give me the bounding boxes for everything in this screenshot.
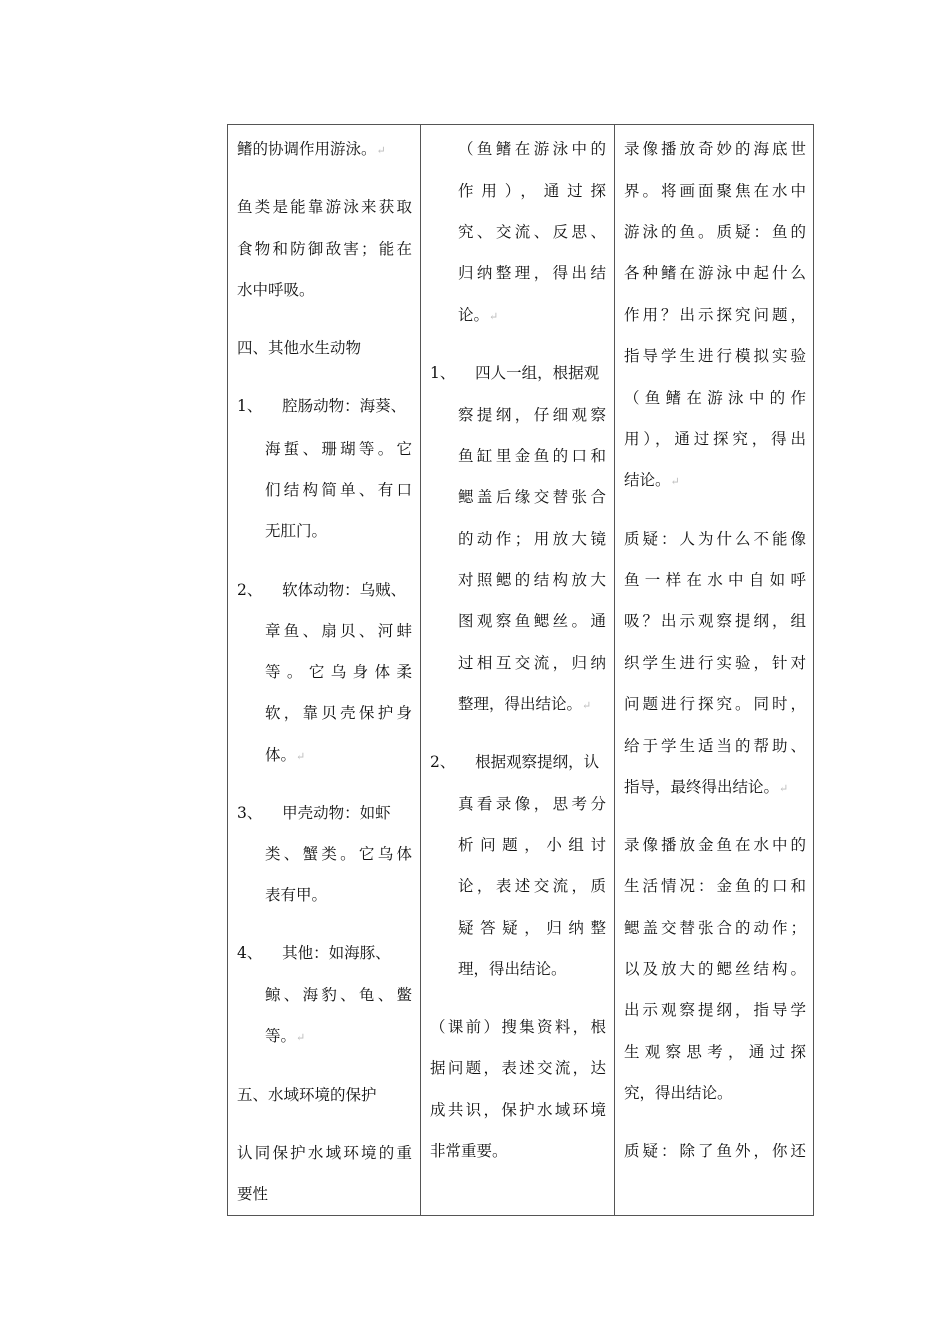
text-line: 作用？出示探究问题， xyxy=(624,306,806,324)
text-line: 游泳的鱼。质疑：鱼的 xyxy=(624,223,806,241)
text-line: 鱼类是能靠游泳来获取 xyxy=(237,198,412,216)
text-line: 无肛门。 xyxy=(265,522,328,540)
text-line: 出示观察提纲，指导学 xyxy=(624,1001,806,1019)
text-line: 论。↵ xyxy=(458,306,499,324)
text-line: 织学生进行实验，针对 xyxy=(624,654,806,672)
text-line: 析问题，小组讨 xyxy=(458,836,606,854)
text-line: 软，靠贝壳保护身 xyxy=(265,704,412,722)
text-line: 1、 腔肠动物：海葵、 xyxy=(237,397,407,415)
paragraph-mark: ↵ xyxy=(582,699,592,712)
text-line: 要性 xyxy=(237,1185,269,1203)
text-line: 图观察鱼鳃丝。通 xyxy=(458,612,606,630)
text-line: 1、 四人一组，根据观 xyxy=(430,364,600,382)
text-line: 对照鳃的结构放大 xyxy=(458,571,606,589)
text-line: 2、 根据观察提纲，认 xyxy=(430,753,600,771)
text-line: 3、 甲壳动物：如虾 xyxy=(237,804,391,822)
text-line: 指导学生进行模拟实验 xyxy=(624,347,806,365)
text-line: 海蜇、珊瑚等。它 xyxy=(265,440,412,458)
text-line: 录像播放金鱼在水中的 xyxy=(624,836,806,854)
text-line: 各种鳍在游泳中起什么 xyxy=(624,264,806,282)
text-line: 录像播放奇妙的海底世 xyxy=(624,140,806,158)
text-line: 以及放大的鳃丝结构。 xyxy=(624,960,806,978)
text-line: 水中呼吸。 xyxy=(237,281,315,299)
paragraph-mark: ↵ xyxy=(376,144,386,157)
text-line: 鳃盖交替张合的动作； xyxy=(624,919,806,937)
text-line: 等。它乌身体柔 xyxy=(265,663,412,681)
text-line: （鱼鳍在游泳中的作 xyxy=(624,389,806,407)
text-line: 吸？出示观察提纲，组 xyxy=(624,612,806,630)
text-line: 指导，最终得出结论。↵ xyxy=(624,778,789,796)
paragraph-mark: ↵ xyxy=(779,782,789,795)
text-line: 体。↵ xyxy=(265,746,306,764)
text-line: 整理，得出结论。↵ xyxy=(458,695,592,713)
text-line: 问题进行探究。同时， xyxy=(624,695,806,713)
text-line: 理，得出结论。 xyxy=(458,960,567,978)
paragraph-mark: ↵ xyxy=(670,475,680,488)
text-line: 质疑：除了鱼外，你还 xyxy=(624,1142,806,1160)
text-line: 食物和防御敌害；能在 xyxy=(237,240,412,258)
text-line: 过相互交流，归纳 xyxy=(458,654,606,672)
text-line: 生活情况：金鱼的口和 xyxy=(624,877,806,895)
text-line: 成共识，保护水域环境 xyxy=(430,1101,606,1119)
text-line: 生观察思考，通过探 xyxy=(624,1043,806,1061)
paragraph-mark: ↵ xyxy=(296,750,306,763)
text-line: （课前）搜集资料，根 xyxy=(430,1018,606,1036)
text-line: 四、其他水生动物 xyxy=(237,339,362,357)
text-line: 究、交流、反思、 xyxy=(458,223,606,241)
text-line: 鲸、海豹、龟、鳖 xyxy=(265,986,412,1004)
text-line: 结论。↵ xyxy=(624,471,680,489)
text-line: 鱼一样在水中自如呼 xyxy=(624,571,806,589)
text-line: 给于学生适当的帮助、 xyxy=(624,737,806,755)
text-line: 归纳整理，得出结 xyxy=(458,264,606,282)
text-line: 2、 软体动物：乌贼、 xyxy=(237,581,407,599)
text-line: 据问题，表述交流，达 xyxy=(430,1059,606,1077)
text-line: 鱼缸里金鱼的口和 xyxy=(458,447,606,465)
column-divider xyxy=(614,125,615,1215)
text-line: 疑答疑，归纳整 xyxy=(458,919,606,937)
text-line: 等。↵ xyxy=(265,1027,306,1045)
text-line: 表有甲。 xyxy=(265,886,328,904)
text-line: 们结构简单、有口 xyxy=(265,481,412,499)
text-line: 究，得出结论。 xyxy=(624,1084,733,1102)
text-line: 4、 其他：如海豚、 xyxy=(237,944,391,962)
text-line: 鳍的协调作用游泳。↵ xyxy=(237,140,386,158)
text-line: 鳃盖后缘交替张合 xyxy=(458,488,606,506)
column-divider xyxy=(420,125,421,1215)
text-line: 非常重要。 xyxy=(430,1142,508,1160)
text-line: 章鱼、扇贝、河蚌 xyxy=(265,622,412,640)
text-line: 五、水域环境的保护 xyxy=(237,1086,377,1104)
paragraph-mark: ↵ xyxy=(489,310,499,323)
text-line: 的动作；用放大镜 xyxy=(458,530,606,548)
text-line: 作用），通过探 xyxy=(458,182,606,200)
paragraph-mark: ↵ xyxy=(296,1031,306,1044)
text-line: 界。将画面聚焦在水中 xyxy=(624,182,806,200)
text-line: 认同保护水域环境的重 xyxy=(237,1144,412,1162)
text-line: 真看录像，思考分 xyxy=(458,795,606,813)
text-line: 用），通过探究，得出 xyxy=(624,430,806,448)
text-line: （鱼鳍在游泳中的 xyxy=(458,140,606,158)
text-line: 质疑：人为什么不能像 xyxy=(624,530,806,548)
text-line: 类、蟹类。它乌体 xyxy=(265,845,412,863)
text-line: 论，表述交流，质 xyxy=(458,877,606,895)
text-line: 察提纲，仔细观察 xyxy=(458,406,606,424)
